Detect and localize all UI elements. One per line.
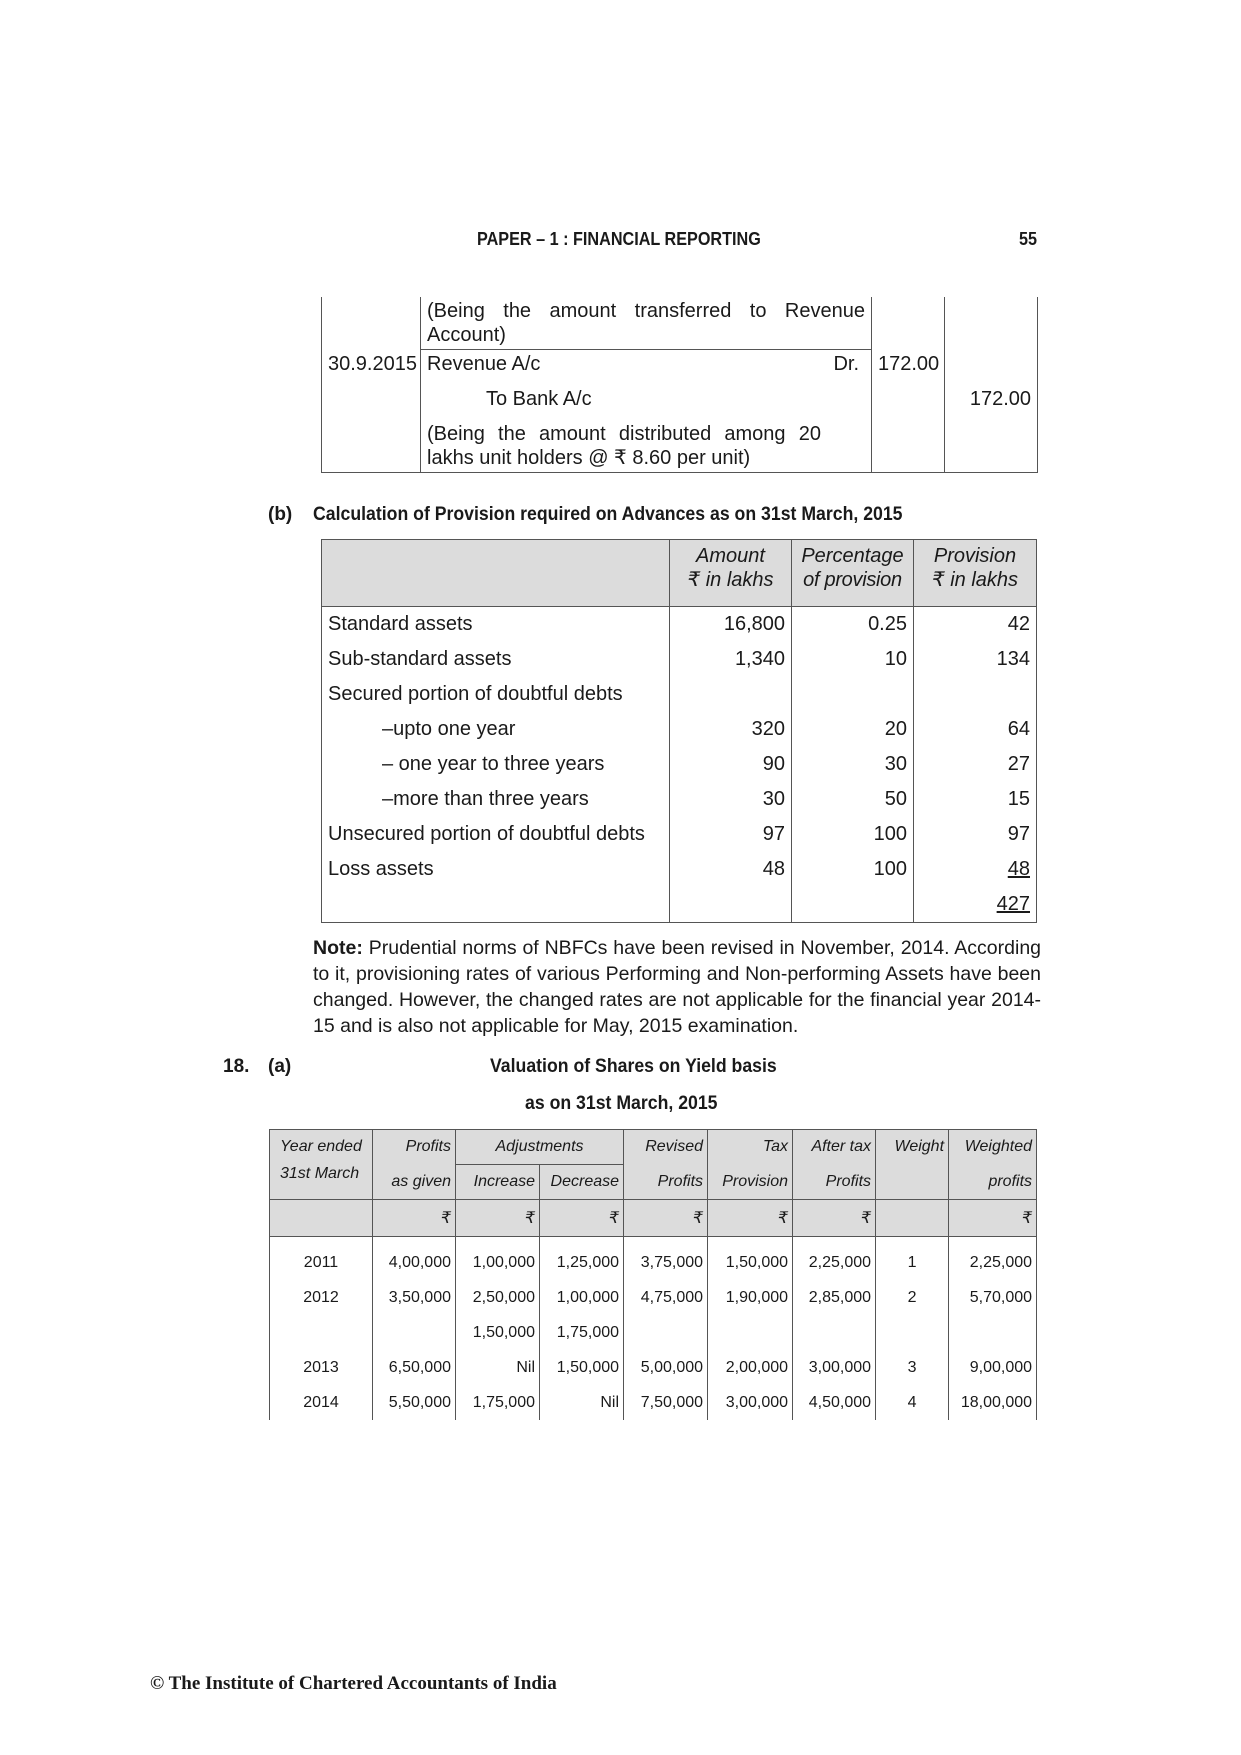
journal-row (322, 297, 1038, 350)
hdr-weighted: Weighted (949, 1130, 1037, 1165)
provision-value: 15 (914, 782, 1037, 817)
provision-amount (670, 887, 792, 923)
profits-cell (373, 1315, 456, 1350)
revised-cell (624, 1315, 708, 1350)
provision-value: 64 (914, 712, 1037, 747)
provision-item: – one year to three years (322, 747, 670, 782)
journal-date (322, 378, 421, 413)
provision-percentage: 20 (792, 712, 914, 747)
provision-percentage: 100 (792, 852, 914, 887)
provision-item: Unsecured portion of doubtful debts (322, 817, 670, 852)
note-label: Note: (313, 937, 363, 959)
journal-date (322, 413, 421, 473)
hdr-year-ended: Year ended (270, 1130, 373, 1165)
year-cell (270, 1315, 373, 1350)
table-row (322, 852, 1037, 887)
after-tax-cell: 2,25,000 (793, 1237, 876, 1281)
increase-cell: 2,50,000 (456, 1280, 540, 1315)
section-b-title: Calculation of Provision required on Advances as on 31st March, 2015 (313, 504, 903, 525)
provision-percentage: 0.25 (792, 607, 914, 643)
journal-row (322, 350, 1038, 379)
weight-cell: 3 (876, 1350, 949, 1385)
provision-value (914, 677, 1037, 712)
currency-symbol: ₹ (624, 1200, 708, 1237)
provision-item: –more than three years (322, 782, 670, 817)
journal-particulars: To Bank A/c (486, 388, 592, 410)
provision-item (322, 887, 670, 923)
hdr-profits: Profits (373, 1130, 456, 1165)
journal-row (322, 378, 1038, 413)
provision-amount: 30 (670, 782, 792, 817)
hdr-weight: Weight (876, 1130, 949, 1165)
table-row (322, 677, 1037, 712)
journal-debit: 172.00 (872, 350, 945, 379)
section-18-subtitle: as on 31st March, 2015 (525, 1093, 718, 1114)
table-row (322, 782, 1037, 817)
hdr-revised-profits: Profits (624, 1165, 708, 1200)
provision-percentage (792, 887, 914, 923)
journal-credit (945, 350, 1038, 379)
decrease-cell: 1,50,000 (540, 1350, 624, 1385)
profits-cell: 6,50,000 (373, 1350, 456, 1385)
provision-percentage (792, 677, 914, 712)
provision-amount: 48 (670, 852, 792, 887)
table-row (270, 1315, 1037, 1350)
question-part-label: (a) (268, 1056, 292, 1077)
increase-cell: Nil (456, 1350, 540, 1385)
hdr-after-tax: After tax (793, 1130, 876, 1165)
note-paragraph (313, 935, 1041, 1039)
yield-table (269, 1129, 1037, 1420)
hdr-weight-blank (876, 1165, 949, 1200)
journal-row (322, 413, 1038, 473)
journal-credit: 172.00 (945, 378, 1038, 413)
dr-label: Dr. (833, 353, 859, 375)
hdr-decrease: Decrease (540, 1165, 624, 1200)
journal-date: 30.9.2015 (322, 350, 421, 379)
hdr-provision: Provision (708, 1165, 793, 1200)
year-cell: 2012 (270, 1280, 373, 1315)
page-header-title: PAPER – 1 : FINANCIAL REPORTING (477, 229, 761, 249)
provision-header-provision: Provision ₹ in lakhs (914, 540, 1037, 607)
decrease-cell: 1,25,000 (540, 1237, 624, 1281)
increase-cell: 1,50,000 (456, 1315, 540, 1350)
hdr-as-given: as given (373, 1165, 456, 1200)
revised-cell: 3,75,000 (624, 1237, 708, 1281)
currency-symbol: ₹ (708, 1200, 793, 1237)
after-tax-cell: 4,50,000 (793, 1385, 876, 1420)
provision-value: 97 (914, 817, 1037, 852)
hdr-tax: Tax (708, 1130, 793, 1165)
provision-value: 48 (914, 852, 1037, 887)
provision-header-percentage: Percentage of provision (792, 540, 914, 607)
currency-symbol: ₹ (793, 1200, 876, 1237)
yield-header-row (270, 1130, 1037, 1165)
hdr-adjustments: Adjustments (456, 1130, 624, 1165)
yield-currency-row (270, 1200, 1037, 1237)
provision-value: 134 (914, 642, 1037, 677)
revised-cell: 5,00,000 (624, 1350, 708, 1385)
provision-item: Secured portion of doubtful debts (322, 677, 670, 712)
weighted-cell: 9,00,000 (949, 1350, 1037, 1385)
increase-cell: 1,00,000 (456, 1237, 540, 1281)
journal-table (321, 297, 1038, 473)
tax-cell: 1,90,000 (708, 1280, 793, 1315)
journal-particulars: Revenue A/c Dr. (421, 350, 872, 379)
tax-cell (708, 1315, 793, 1350)
provision-amount: 1,340 (670, 642, 792, 677)
after-tax-cell: 2,85,000 (793, 1280, 876, 1315)
table-row (322, 817, 1037, 852)
currency-symbol: ₹ (373, 1200, 456, 1237)
section-18-title: Valuation of Shares on Yield basis (490, 1056, 777, 1077)
decrease-cell: 1,00,000 (540, 1280, 624, 1315)
currency-blank (876, 1200, 949, 1237)
table-row (270, 1237, 1037, 1281)
table-row (322, 642, 1037, 677)
provision-value: 42 (914, 607, 1037, 643)
revised-cell: 7,50,000 (624, 1385, 708, 1420)
weight-cell: 4 (876, 1385, 949, 1420)
table-row (322, 607, 1037, 643)
provision-amount (670, 677, 792, 712)
provision-item: Standard assets (322, 607, 670, 643)
profits-cell: 4,00,000 (373, 1237, 456, 1281)
hdr-march: 31st March (270, 1165, 373, 1200)
table-row (270, 1350, 1037, 1385)
hdr-after-tax-profits: Profits (793, 1165, 876, 1200)
provision-header-amount: Amount ₹ in lakhs (670, 540, 792, 607)
tax-cell: 2,00,000 (708, 1350, 793, 1385)
profits-cell: 5,50,000 (373, 1385, 456, 1420)
journal-debit (872, 297, 945, 350)
weighted-cell: 5,70,000 (949, 1280, 1037, 1315)
year-cell: 2011 (270, 1237, 373, 1281)
table-row (270, 1385, 1037, 1420)
weight-cell: 1 (876, 1237, 949, 1281)
provision-percentage: 10 (792, 642, 914, 677)
provision-value: 27 (914, 747, 1037, 782)
provision-value: 427 (914, 887, 1037, 923)
page-number: 55 (1019, 229, 1038, 249)
year-cell: 2013 (270, 1350, 373, 1385)
journal-credit (945, 413, 1038, 473)
table-row (322, 712, 1037, 747)
weight-cell: 2 (876, 1280, 949, 1315)
currency-symbol: ₹ (949, 1200, 1037, 1237)
hdr-weighted-profits: profits (949, 1165, 1037, 1200)
provision-amount: 90 (670, 747, 792, 782)
journal-particulars: (Being the amount distributed among 20 lakhs unit holders @ ₹ 8.60 per unit) (421, 413, 872, 473)
provision-percentage: 30 (792, 747, 914, 782)
weighted-cell (949, 1315, 1037, 1350)
decrease-cell: 1,75,000 (540, 1315, 624, 1350)
provision-amount: 97 (670, 817, 792, 852)
tax-cell: 1,50,000 (708, 1237, 793, 1281)
journal-debit (872, 413, 945, 473)
journal-particulars: (Being the amount transferred to Revenue Account) (427, 300, 865, 346)
provision-header-item (322, 540, 670, 607)
weight-cell (876, 1315, 949, 1350)
provision-header-row (322, 540, 1037, 607)
provision-item: –upto one year (322, 712, 670, 747)
increase-cell: 1,75,000 (456, 1385, 540, 1420)
weighted-cell: 2,25,000 (949, 1237, 1037, 1281)
after-tax-cell (793, 1315, 876, 1350)
footer-copyright: © The Institute of Chartered Accountants of India (150, 1673, 557, 1694)
table-row (270, 1280, 1037, 1315)
profits-cell: 3,50,000 (373, 1280, 456, 1315)
note-text: Prudential norms of NBFCs have been revised in November, 2014. According to it, provisioning rates of various Performing and Non-performing Assets have been changed. However, the changed rates are not applicable for the financial year 2014-15 and is also not applicable for May, 2015 examination. (313, 937, 1042, 1037)
question-number: 18. (223, 1056, 250, 1077)
after-tax-cell: 3,00,000 (793, 1350, 876, 1385)
journal-debit (872, 378, 945, 413)
journal-date (322, 297, 421, 350)
revised-cell: 4,75,000 (624, 1280, 708, 1315)
tax-cell: 3,00,000 (708, 1385, 793, 1420)
year-cell: 2014 (270, 1385, 373, 1420)
table-row (322, 747, 1037, 782)
currency-symbol: ₹ (456, 1200, 540, 1237)
provision-item: Loss assets (322, 852, 670, 887)
provision-table (321, 539, 1037, 923)
provision-item: Sub-standard assets (322, 642, 670, 677)
provision-amount: 16,800 (670, 607, 792, 643)
decrease-cell: Nil (540, 1385, 624, 1420)
yield-header-row (270, 1165, 1037, 1200)
currency-symbol: ₹ (540, 1200, 624, 1237)
hdr-increase: Increase (456, 1165, 540, 1200)
journal-credit (945, 297, 1038, 350)
hdr-revised: Revised (624, 1130, 708, 1165)
weighted-cell: 18,00,000 (949, 1385, 1037, 1420)
provision-amount: 320 (670, 712, 792, 747)
provision-percentage: 50 (792, 782, 914, 817)
currency-blank (270, 1200, 373, 1237)
section-b-label: (b) (268, 504, 293, 525)
table-row (322, 887, 1037, 923)
provision-percentage: 100 (792, 817, 914, 852)
